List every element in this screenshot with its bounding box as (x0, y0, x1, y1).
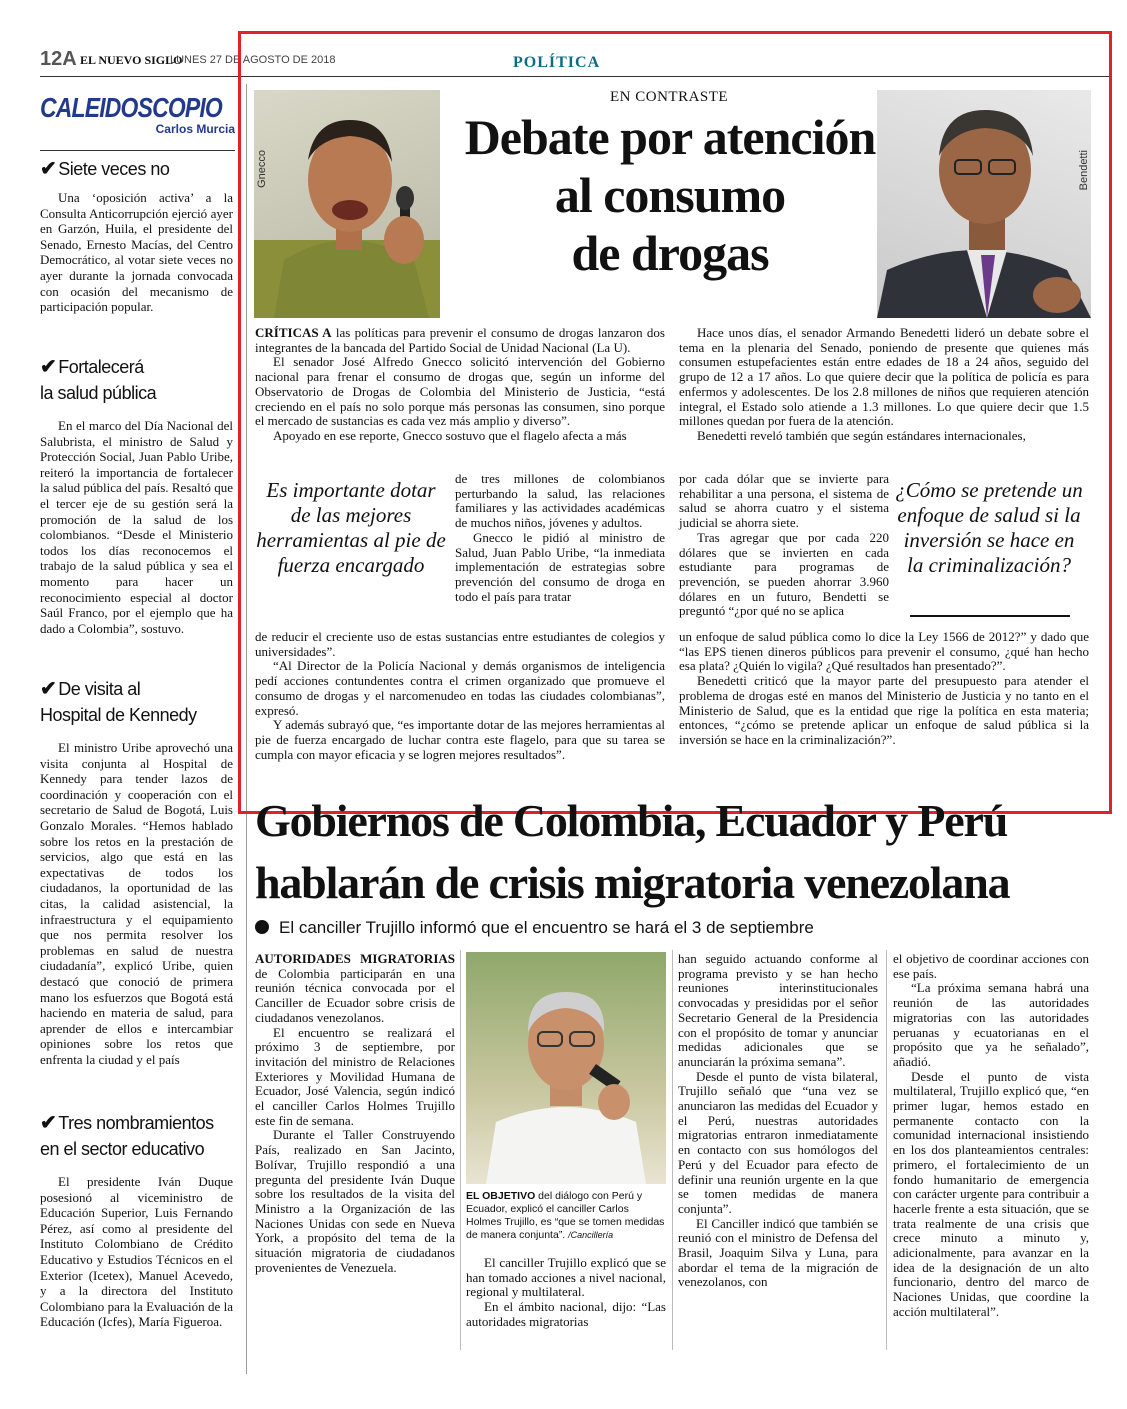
pull-quote-right: ¿Cómo se pretende un enfoque de salud si la inversión se hace en la criminalización? (895, 478, 1083, 577)
sidebar-heading-2: ✔ Fortalecerá la salud pública (40, 356, 157, 403)
page-number: 12A (40, 48, 77, 70)
photo-trujillo (466, 952, 666, 1184)
masthead: EL NUEVO SIGLO (80, 53, 183, 67)
main-article-col2-bottom: un enfoque de salud pública como lo dice la Ley 1566 de 2012?” y dado que “las EPS tienen dineros públicos para prevenir el consumo, ¿qué han hecho esa plata? ¿Quién lo vigila? ¿Qué resultados han presentado?”. Benedetti criticó que la mayor parte del presupuesto para atender el problema de drogas esté en manos del Ministerio de Justicia y no tanto en el Ministerio de Salud, que es la entidad que rige la política en esta materia; entonces, “¿cómo se pretende aplicar un enfoque de salud pública si la inversión se hace en la criminalización?”. (679, 629, 1089, 747)
sidebar-heading-1: ✔ Siete veces no (40, 158, 170, 180)
sidebar-rule (40, 150, 235, 151)
column-logo (40, 92, 235, 136)
kicker: EN CONTRASTE (610, 89, 729, 105)
portrait-illustration (254, 90, 440, 318)
portrait-illustration (466, 952, 666, 1184)
column-rule (886, 950, 887, 1350)
main-article-col1-bottom: de reducir el creciente uso de estas sustancias entre estudiantes de colegios y universidades”. “Al Director de la Policía Nacional y demás organismos de inteligencia pedí acciones contundentes contra el crimen organizado que promueve el consumo de drogas y el narcomenudeo en todas las ciudades colombianas”, expresó. Y además subrayó que, “es importante dotar de las mejores herramientas al pie de fuerza encargado de luchar contra este flagelo, para que su tarea se cumpla con mayor eficacia y se logren mejores resultados”. (255, 629, 665, 762)
main-article-col2-top: Hace unos días, el senador Armando Benedetti lideró un debate sobre el tema en la plenaria del Senado, poniendo de presente que quienes más consumen estupefacientes están entre edades de 18 a 24 años, seguido del grupo de 12 a 17 años. Lo que quiere decir que la política de policía es para enfermos y adolescentes. De los 2.8 millones de niños que requieren atención integral, el Estado solo atiende a 1.3 millones. Lo que quiere decir que 1.5 millones quedan por fuera de la atención. Benedetti reveló también que según estándares internacionales, (679, 325, 1089, 443)
sidebar-body-1: Una ‘oposición activa’ a la Consulta Anticorrupción ejerció ayer en Garzón, Huila, el presidente del Senado, Ernesto Macías, del Centro Democrático, al votar siete veces no ayer durante la jornada convocada con ocasión del mecanismo de participación popular. (40, 190, 233, 315)
sidebar-body-4: El presidente Iván Duque posesionó al viceministro de Educación Superior, Luis Fernando Pérez, así como al presidente del Instituto Colombiano de Crédito Educativo y Estudios Técnicos en el Exterior (Icetex), Manuel Acevedo, y a la directora del Instituto Colombiano para la Evaluación de la Educación (Icfes), María Figueroa. (40, 1174, 233, 1330)
photo-gnecco (254, 90, 440, 318)
column-rule (460, 950, 461, 1350)
main-article-col1-mid: de tres millones de colombianos perturbando la salud, las relaciones familiares y las actividades académicas de muchos niños, jóvenes y adultos. Gnecco le pidió al ministro de Salud, Juan Pablo Uribe, “la inmediata implementación de estrategias sobre prevención del consumo de droga en todo el país para tratar (455, 471, 665, 604)
main-headline: Debate por atención al consumo de drogas (464, 109, 876, 281)
photo-label-bendetti: Bendetti (1078, 150, 1090, 191)
second-headline: Gobiernos de Colombia, Ecuador y Perú hablarán de crisis migratoria venezolana (255, 795, 1010, 908)
lead-caps: CRÍTICAS A (255, 325, 332, 340)
sidebar-heading-4: ✔ Tres nombramientos en el sector educativo (40, 1112, 214, 1159)
checkmark-icon: ✔ (40, 678, 57, 700)
portrait-illustration (877, 90, 1091, 318)
lead-caps: AUTORIDADES MIGRATORIAS (255, 951, 455, 966)
column-author: Carlos Murcia (155, 122, 235, 136)
issue-date: LUNES 27 DE AGOSTO DE 2018 (170, 54, 336, 66)
second-article-col1: AUTORIDADES MIGRATORIAS de Colombia participarán en una reunión técnica convocada por el Canciller de Ecuador sobre crisis de ciudadanos venezolanos. El encuentro se realizará el próximo 3 de septiembre, por invitación del ministro de Relaciones Exteriores y Movilidad Humana de Ecuador, José Valencia, según indicó el canciller Carlos Holmes Trujillo este fin de semana. Durante el Taller Construyendo País, realizado en San Jacinto, Bolívar, Trujillo respondió a una pregunta del presidente Iván Duque sobre los resultados de la visita del Ministro a la Organización de las Naciones Unidas con sede en Nueva York, a propósito del tema de la situación migratoria de ciudadanos provenientes de Venezuela. (255, 951, 455, 1275)
photo-caption: EL OBJETIVO del diálogo con Perú y Ecuador, explicó el canciller Carlos Holmes Trujillo, es “que se tomen medidas de manera conjunta”. /Cancillería (466, 1190, 665, 1241)
checkmark-icon: ✔ (40, 1112, 57, 1134)
main-article-col2-mid: por cada dólar que se invierte para rehabilitar a una persona, el sistema de salud se ahorra cuatro y el sistema judicial se ahorra siete. Tras agregar que por cada 220 dólares que se invierten en cada estudiante para programas de prevención, se pueden ahorrar 3.960 dólares en un futuro, Bendetti se preguntó “¿por qué no se aplica (679, 471, 889, 619)
column-rule (672, 950, 673, 1350)
pull-quote-left: Es importante dotar de las mejores herramientas al pie de fuerza encargado (256, 478, 446, 577)
bullet-icon (255, 920, 269, 934)
photo-bendetti (877, 90, 1091, 318)
second-article-col4: el objetivo de coordinar acciones con ese país. “La próxima semana habrá una reunión de las autoridades migratorias con las autoridades peruanas y ecuatorianas en el propósito que ya he señalado”, añadió. Desde el punto de vista multilateral, Trujillo explicó que, “en primer lugar, hemos estado en permanente contacto con la comunidad internacional insistiendo en los dos planteamientos centrales: primero, el fortalecimiento de un fondo humanitario de emergencia con carácter urgente para contribuir a hacerle frente a esta situación, que se trata realmente de una crisis que crece minuto a minuto y, adicionalmente, para avanzar en la idea de la designación de un alto funcionario, dentro del marco de Naciones Unidas, que coordine la acción multilateral”. (893, 951, 1089, 1319)
pull-quote-rule (910, 615, 1070, 617)
photo-label-gnecco: Gnecco (256, 150, 268, 188)
second-article-col3: han seguido actuando conforme al programa previsto y se han hecho reuniones interinstitucionales convocadas y presididas por el señor Secretario General de la Presidencia con el propósito de tomar y anunciar medidas adicionales que se anunciarán la próxima semana”. Desde el punto de vista bilateral, Trujillo señaló que “una vez se anunciaron las medidas del Ecuador y el Perú, nuestras autoridades migratorias entraron inmediatamente en contacto con sus homólogos del Perú y del Ecuador para efecto de definir una reunión urgente en la que se tomen medidas de manera conjunta”. El Canciller indicó que también se reunió con el ministro de Defensa del Brasil, Joaquim Silva y Luna, para abordar el tema de la migración de venezolanos, con (678, 951, 878, 1290)
column-logo-text: CALEIDOSCOPIO (40, 92, 222, 123)
second-subhead: El canciller Trujillo informó que el encuentro se hará el 3 de septiembre (255, 918, 814, 938)
main-article-col1-top: CRÍTICAS A las políticas para prevenir el consumo de drogas lanzaron dos integrantes de la bancada del Partido Social de Unidad Nacional (La U). El senador José Alfredo Gnecco solicitó intervención del Gobierno nacional para frenar el consumo de drogas que, según un informe del Observatorio de Drogas de Colombia del Ministerio de Justicia, “está creciendo en el país no solo porque más personas las consumen, sino porque el mercado de sustancias es cada vez más amplio y diverso”. Apoyado en ese reporte, Gnecco sostuvo que el flagelo afecta a más (255, 325, 665, 443)
checkmark-icon: ✔ (40, 356, 57, 378)
sidebar-body-2: En el marco del Día Nacional del Salubrista, el ministro de Salud y Protección Social, Juan Pablo Uribe, reiteró la importancia de fortalecer la salud pública del país. Resaltó que el tercer eje de su gestión será la promoción de la salud de los colombianos. “Desde el Ministerio todos los días reconocemos el trabajo de la salud pública y sea el momento para hacer un reconocimiento especial al doctor Saúl Franco, por el ejemplo que ha dado a Colombia”, sostuvo. (40, 418, 233, 636)
second-article-col2: El canciller Trujillo explicó que se han tomado acciones a nivel nacional, regional y multilateral. En el ámbito nacional, dijo: “Las autoridades migratorias (466, 1255, 666, 1329)
checkmark-icon: ✔ (40, 158, 57, 180)
sidebar-heading-3: ✔ De visita al Hospital de Kennedy (40, 678, 197, 725)
section-title: POLÍTICA (513, 54, 601, 71)
sidebar-body-3: El ministro Uribe aprovechó una visita conjunta al Hospital de Kennedy para tender lazos de coordinación y cooperación con el secretario de Salud de Bogotá, Luis Gonzalo Morales. “Hemos hablado sobre los retos en la prestación de servicios, algo que está en las expectativas de todos los ciudadanos, la oportunidad de las citas, la calidad asistencial, la infraestructura y el equipamiento que nos permita resolver los problemas en salud de nuestra ciudadanía”, explicó Uribe, quien destacó que conoció de primera mano los esfuerzos que Bogotá está haciendo en materia de salud, para aprender de ellos e intercambiar opiniones sobre los retos que enfrenta la ciudad y el país (40, 740, 233, 1067)
